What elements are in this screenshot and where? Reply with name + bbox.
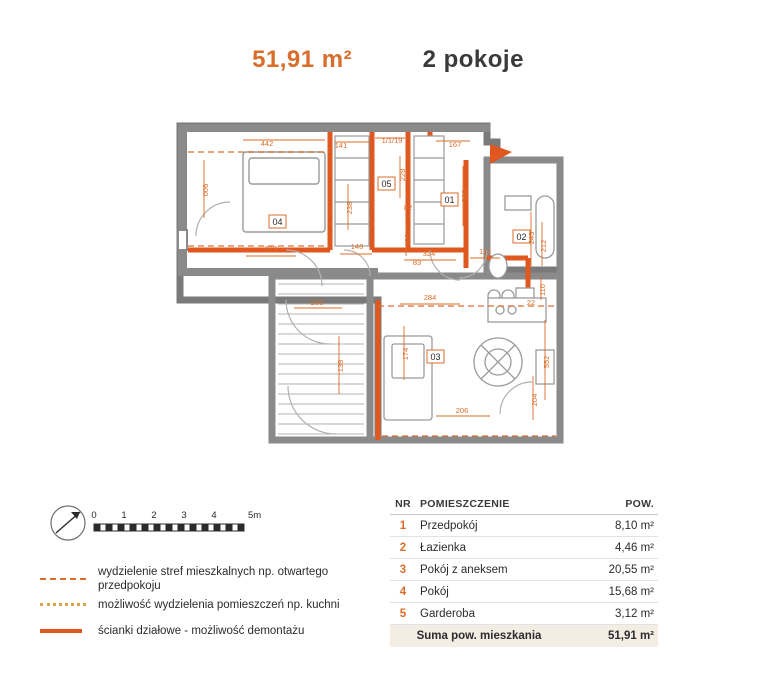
page-title	[0, 46, 776, 74]
svg-text:3: 3	[181, 510, 187, 521]
svg-text:141: 141	[334, 141, 348, 150]
scale-bar	[46, 500, 296, 546]
svg-text:363: 363	[460, 189, 469, 203]
svg-text:442: 442	[260, 139, 274, 148]
row-pow: 8,10 m²	[615, 519, 654, 532]
row-name: Przedpokój	[420, 519, 478, 532]
svg-text:01: 01	[444, 195, 455, 205]
svg-text:200: 200	[310, 298, 324, 307]
row-pow: 15,68 m²	[608, 585, 654, 598]
summary-label: Suma pow. mieszkania	[416, 630, 542, 642]
svg-text:02: 02	[516, 232, 527, 242]
svg-text:204: 204	[530, 393, 539, 407]
apartment-area: 51,91 m²	[252, 46, 353, 73]
table-row	[390, 581, 658, 603]
svg-text:212: 212	[539, 239, 548, 253]
svg-text:006: 006	[201, 183, 210, 197]
table-row	[390, 515, 658, 537]
legend-key-dashed-icon	[40, 574, 86, 584]
table-row	[390, 603, 658, 625]
furniture-wardrobe-2	[414, 136, 444, 244]
row-name: Pokój	[420, 585, 449, 598]
svg-text:2: 2	[151, 510, 157, 521]
legend-label: wydzielenie stref mieszkalnych np. otwartego przedpokoju	[98, 566, 329, 592]
svg-text:22: 22	[526, 298, 536, 307]
svg-text:4: 4	[211, 510, 217, 521]
svg-text:83: 83	[412, 258, 422, 267]
row-pow: 3,12 m²	[615, 607, 654, 620]
header-pow: POW.	[625, 498, 654, 510]
svg-text:174: 174	[401, 347, 410, 361]
legend-key-dotted-icon	[40, 600, 86, 610]
svg-text:552: 552	[542, 355, 551, 369]
svg-text:110: 110	[538, 284, 547, 296]
row-nr: 2	[399, 541, 407, 554]
north-arrow-icon	[51, 506, 85, 540]
svg-text:324: 324	[422, 249, 436, 258]
legend-key-solid-icon	[40, 626, 86, 636]
legend-item	[40, 618, 370, 644]
svg-text:228: 228	[398, 168, 407, 182]
legend-item	[40, 566, 370, 592]
scale-ruler	[94, 524, 244, 531]
table-summary-row	[390, 625, 658, 647]
row-nr: 5	[399, 607, 407, 620]
svg-text:03: 03	[430, 352, 441, 362]
row-nr: 3	[399, 563, 407, 576]
table-row	[390, 559, 658, 581]
svg-text:0: 0	[91, 510, 97, 521]
svg-text:05: 05	[381, 179, 392, 189]
row-pow: 20,55 m²	[608, 563, 654, 576]
legend-item	[40, 592, 370, 618]
svg-text:1/1/19: 1/1/19	[381, 136, 403, 145]
legend-label: możliwość wydzielenia pomieszczeń np. kuchni	[98, 599, 340, 611]
svg-text:284: 284	[423, 293, 437, 302]
svg-text:206: 206	[455, 406, 469, 415]
floorplan-drawing	[170, 118, 590, 448]
row-name: Pokój z aneksem	[420, 563, 508, 576]
svg-text:238: 238	[345, 201, 354, 215]
svg-text:167: 167	[448, 140, 462, 149]
row-nr: 4	[399, 585, 407, 598]
legend-label: ścianki działowe - możliwość demontażu	[98, 625, 305, 637]
rooms-table	[390, 494, 658, 647]
svg-text:129: 129	[403, 233, 412, 247]
svg-text:5m: 5m	[248, 510, 262, 521]
row-nr: 1	[399, 519, 407, 532]
row-name: Garderoba	[420, 607, 475, 620]
summary-value: 51,91 m²	[607, 630, 654, 642]
svg-text:82: 82	[403, 203, 413, 212]
apartment-rooms: 2 pokoje	[422, 46, 524, 73]
furniture-wardrobe	[335, 136, 369, 246]
svg-text:148: 148	[350, 242, 364, 251]
legend	[40, 566, 370, 644]
svg-text:110: 110	[479, 247, 491, 256]
row-name: Łazienka	[420, 541, 467, 554]
svg-text:243: 243	[527, 231, 536, 245]
svg-text:04: 04	[272, 217, 283, 227]
table-row	[390, 537, 658, 559]
header-name: POMIESZCZENIE	[420, 498, 510, 510]
svg-text:219: 219	[264, 244, 278, 253]
svg-text:139: 139	[336, 359, 345, 373]
furniture-table	[474, 338, 522, 386]
header-nr: NR	[395, 498, 411, 510]
scale-tick-labels	[91, 510, 261, 521]
row-pow: 4,46 m²	[615, 541, 654, 554]
svg-text:1: 1	[121, 510, 127, 521]
table-header	[390, 494, 658, 515]
